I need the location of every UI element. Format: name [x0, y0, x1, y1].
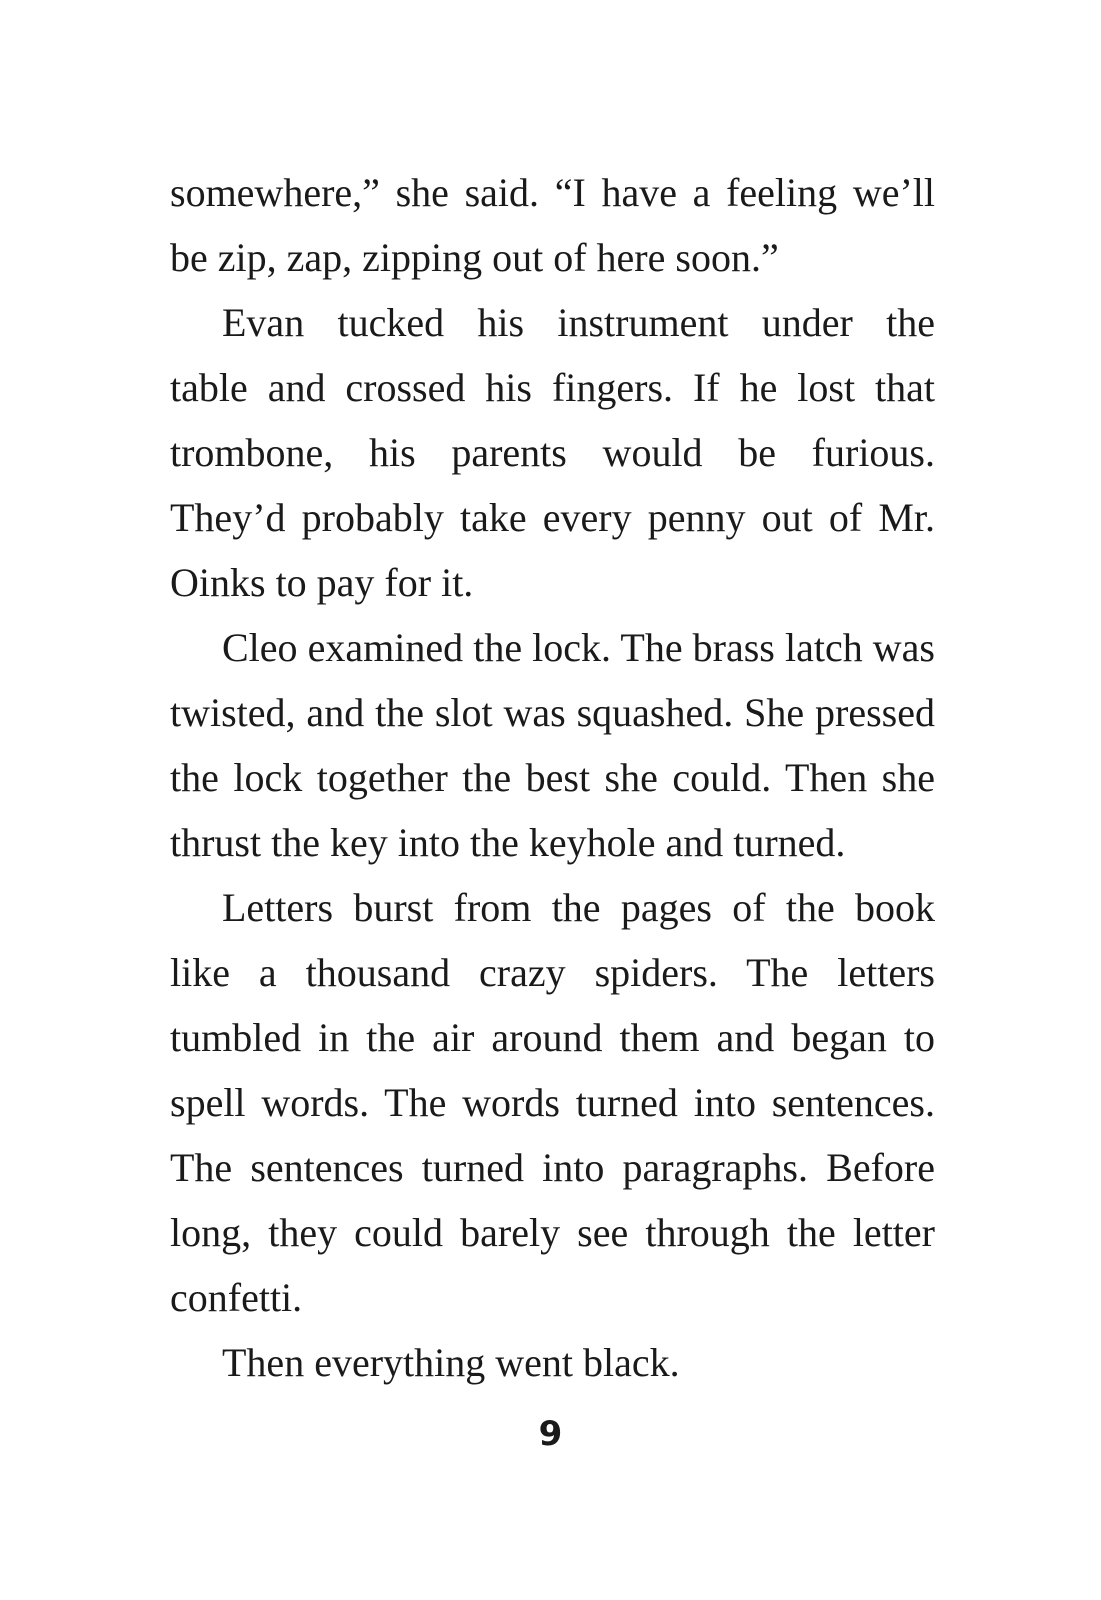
text-line: spell words. The words turned into sentences. — [170, 1080, 935, 1125]
text-line: table and crossed his fingers. If he lost that — [170, 365, 935, 410]
text-line: Cleo examined the lock. The brass latch was — [222, 625, 935, 670]
text-line: like a thousand crazy spiders. The letters — [170, 950, 935, 995]
page-number: 9 — [538, 1414, 563, 1454]
text-line: twisted, and the slot was squashed. She pressed — [170, 690, 935, 735]
text-line: confetti. — [170, 1275, 303, 1320]
text-line: They’d probably take every penny out of Mr. — [170, 495, 935, 540]
text-line: The sentences turned into paragraphs. Before — [170, 1145, 935, 1190]
text-line: long, they could barely see through the letter — [170, 1210, 935, 1255]
text-line: be zip, zap, zipping out of here soon.” — [170, 235, 779, 280]
text-line: the lock together the best she could. Then she — [170, 755, 935, 800]
text-line: trombone, his parents would be furious. — [170, 430, 935, 475]
text-line: thrust the key into the keyhole and turned. — [170, 820, 846, 865]
text-line: Evan tucked his instrument under the — [222, 300, 935, 345]
text-line: Then everything went black. — [222, 1340, 680, 1385]
text-line: somewhere,” she said. “I have a feeling we’ll — [170, 170, 935, 215]
text-line: Letters burst from the pages of the book — [222, 885, 935, 930]
text-line: Oinks to pay for it. — [170, 560, 474, 605]
text-line: tumbled in the air around them and began to — [170, 1015, 935, 1060]
